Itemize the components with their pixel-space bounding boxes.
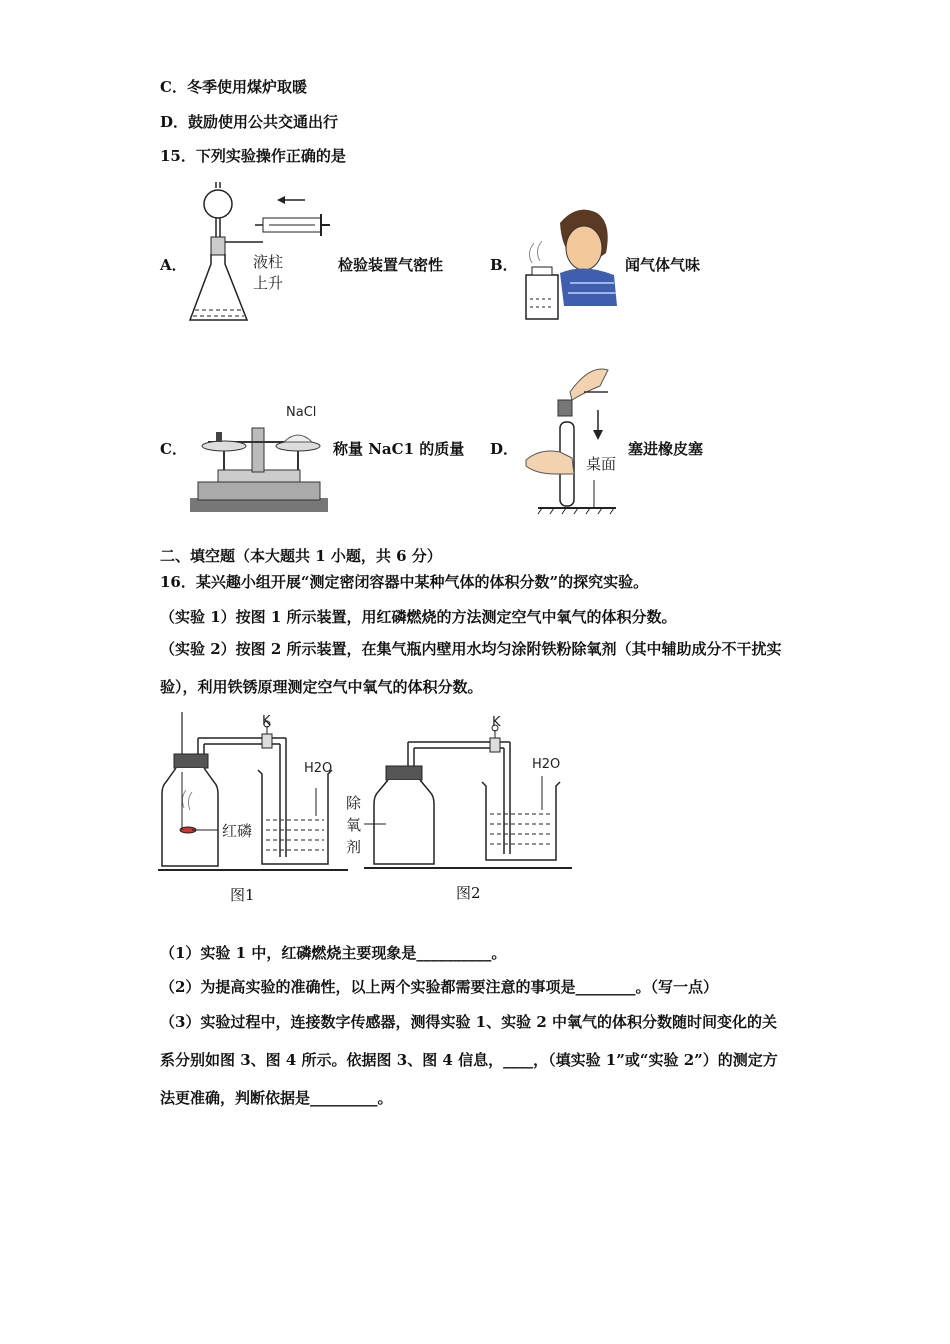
option-d-caption: 塞进橡皮塞 [628,440,704,458]
option-b-caption: 闻气体气味 [625,256,701,274]
experiment-2-description: （实验 2）按图 2 所示装置，在集气瓶内壁用水均匀涂附铁粉除氧剂（其中辅助成分不干扰实验），利用铁锈原理测定空气中氧气的体积分数。 [160,640,782,696]
option-b-figure [522,203,620,321]
figure-1-caption: 图1 [230,886,255,904]
option-a-figure [185,182,335,324]
sub-question-3: （3）实验过程中，连接数字传感器，测得实验 1、实验 2 中氧气的体积分数随时间变化的关系分别如图 3、图 4 所示。依据图 3、图 4 信息，____，（填实验 1”或“实验 2”）的测定方法更准确，判断依据是_________。 [160,1013,778,1107]
option-c-caption: 称量 NaC1 的质量 [333,440,465,458]
figure-2-valve-label: K [492,715,501,730]
option-d-letter: D． [490,440,519,458]
figure-1-apparatus [158,712,348,878]
experiment-1-description: （实验 1）按图 1 所示装置，用红磷燃烧的方法测定空气中氧气的体积分数。 [160,608,677,626]
option-b-letter: B． [490,256,518,274]
option-c-salt-label: NaCl [286,405,317,420]
sub-question-1: （1）实验 1 中，红磷燃烧主要现象是__________。 [160,944,507,962]
question-16-title: 16．某兴趣小组开展“测定密闭容器中某种气体的体积分数”的探究实验。 [160,573,649,591]
option-d-prev-question: D．鼓励使用公共交通出行 [160,113,339,131]
option-c-prev-question: C．冬季使用煤炉取暖 [160,78,307,96]
figure-2-apparatus [342,712,572,872]
figure-1-water-label: H2O [304,761,333,776]
option-a-letter: A． [160,256,187,274]
option-c-figure [188,402,330,516]
option-d-figure [520,362,620,518]
section-2-heading: 二、填空题（本大题共 1 小题，共 6 分） [160,547,442,565]
option-a-label-rise: 上升 [253,274,284,292]
question-15-title: 15．下列实验操作正确的是 [160,147,346,165]
figure-1-phosphorus-label: 红磷 [222,822,253,840]
figure-2-label-char-2: 氧 [346,816,362,834]
option-a-caption: 检验装置气密性 [338,256,444,274]
figure-2-label-char-3: 剂 [346,838,362,856]
figure-2-label-char-1: 除 [346,794,362,812]
option-d-table-label: 桌面 [586,455,617,473]
figure-2-water-label: H2O [532,757,561,772]
figure-2-caption: 图2 [456,884,481,902]
sub-question-2: （2）为提高实验的准确性，以上两个实验都需要注意的事项是________。（写一点） [160,978,718,996]
option-a-label-liquid: 液柱 [253,253,284,271]
figure-1-valve-label: K [262,714,271,729]
option-c-letter: C． [160,440,187,458]
